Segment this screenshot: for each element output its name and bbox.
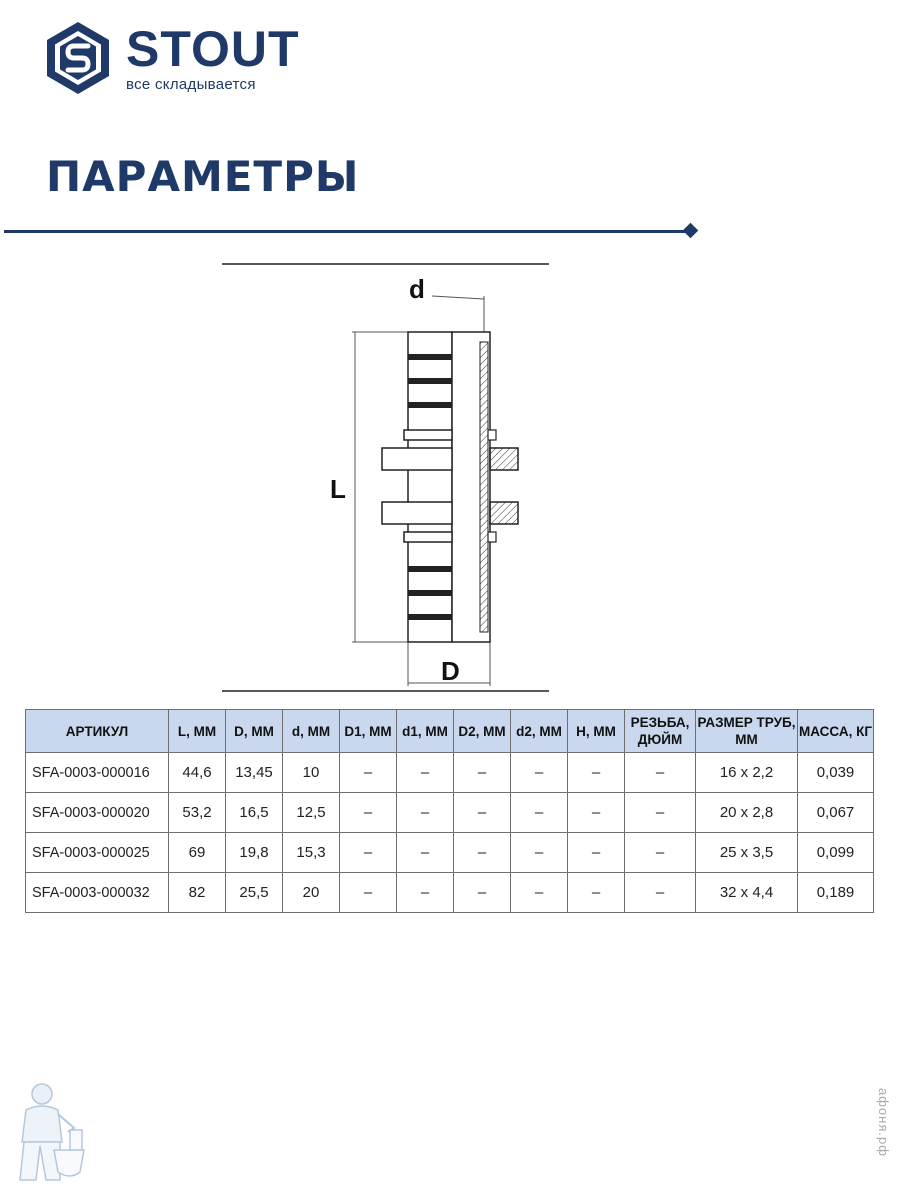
dimension-L-label: L — [330, 474, 346, 504]
table-cell: 20 — [283, 873, 340, 913]
table-row — [26, 833, 874, 873]
table-header-row — [26, 710, 874, 753]
column-header: АРТИКУЛ — [26, 710, 169, 753]
table-cell: 32 x 4,4 — [696, 873, 798, 913]
column-header: L, ММ — [169, 710, 226, 753]
title-divider — [4, 230, 692, 233]
table-cell: 16,5 — [226, 793, 283, 833]
table-cell: SFA-0003-000032 — [26, 873, 169, 913]
table-cell: – — [625, 873, 696, 913]
fitting-diagram — [222, 262, 549, 692]
table-cell: – — [397, 873, 454, 913]
brand-tagline: все складывается — [126, 76, 256, 93]
brand-name: STOUT — [126, 21, 300, 77]
table-row — [26, 753, 874, 793]
table-cell: – — [625, 753, 696, 793]
table-cell: – — [454, 793, 511, 833]
page-title: ПАРАМЕТРЫ — [46, 152, 360, 201]
table-row — [26, 793, 874, 833]
table-cell: SFA-0003-000020 — [26, 793, 169, 833]
column-header: d, ММ — [283, 710, 340, 753]
table-cell: 25 x 3,5 — [696, 833, 798, 873]
table-cell: 20 x 2,8 — [696, 793, 798, 833]
parameters-table — [25, 709, 874, 913]
divider-diamond-icon — [683, 223, 699, 239]
table-cell: 0,099 — [798, 833, 874, 873]
table-cell: 0,039 — [798, 753, 874, 793]
column-header: D1, ММ — [340, 710, 397, 753]
table-cell: – — [340, 753, 397, 793]
table-cell: – — [511, 873, 568, 913]
watermark: афоня.рф — [876, 1088, 891, 1157]
column-header: РЕЗЬБА, ДЮЙМ — [625, 710, 696, 753]
table-cell: 13,45 — [226, 753, 283, 793]
dimension-D-label: D — [441, 656, 460, 686]
table-cell: – — [625, 833, 696, 873]
plumber-mascot-icon — [8, 1080, 88, 1197]
column-header: D2, ММ — [454, 710, 511, 753]
table-cell: – — [568, 833, 625, 873]
table-cell: – — [340, 793, 397, 833]
table-cell: – — [397, 793, 454, 833]
table-cell: – — [397, 753, 454, 793]
table-cell: – — [511, 793, 568, 833]
table-cell: 53,2 — [169, 793, 226, 833]
table-cell: 44,6 — [169, 753, 226, 793]
dimension-d-label: d — [409, 274, 425, 304]
table-cell: – — [625, 793, 696, 833]
table-cell: – — [340, 873, 397, 913]
table-cell: – — [454, 873, 511, 913]
table-cell: 16 x 2,2 — [696, 753, 798, 793]
table-cell: – — [511, 753, 568, 793]
table-cell: 19,8 — [226, 833, 283, 873]
table-cell: – — [340, 833, 397, 873]
column-header: РАЗМЕР ТРУБ, ММ — [696, 710, 798, 753]
column-header: d2, ММ — [511, 710, 568, 753]
table-cell: – — [568, 793, 625, 833]
table-cell: – — [454, 753, 511, 793]
table-cell: 12,5 — [283, 793, 340, 833]
column-header: D, ММ — [226, 710, 283, 753]
table-cell: SFA-0003-000016 — [26, 753, 169, 793]
stout-logo — [44, 20, 300, 96]
table-cell: 25,5 — [226, 873, 283, 913]
table-row — [26, 873, 874, 913]
stout-logo-icon — [44, 20, 112, 96]
table-cell: – — [397, 833, 454, 873]
table-cell: 82 — [169, 873, 226, 913]
table-cell: – — [568, 753, 625, 793]
column-header: H, ММ — [568, 710, 625, 753]
table-cell: 15,3 — [283, 833, 340, 873]
column-header: d1, ММ — [397, 710, 454, 753]
table-cell: 10 — [283, 753, 340, 793]
table-cell: 0,067 — [798, 793, 874, 833]
table-cell: SFA-0003-000025 — [26, 833, 169, 873]
table-cell: – — [568, 873, 625, 913]
table-cell: – — [454, 833, 511, 873]
table-cell: 0,189 — [798, 873, 874, 913]
table-cell: – — [511, 833, 568, 873]
column-header: МАССА, КГ — [798, 710, 874, 753]
technical-drawing — [222, 262, 549, 692]
table-cell: 69 — [169, 833, 226, 873]
